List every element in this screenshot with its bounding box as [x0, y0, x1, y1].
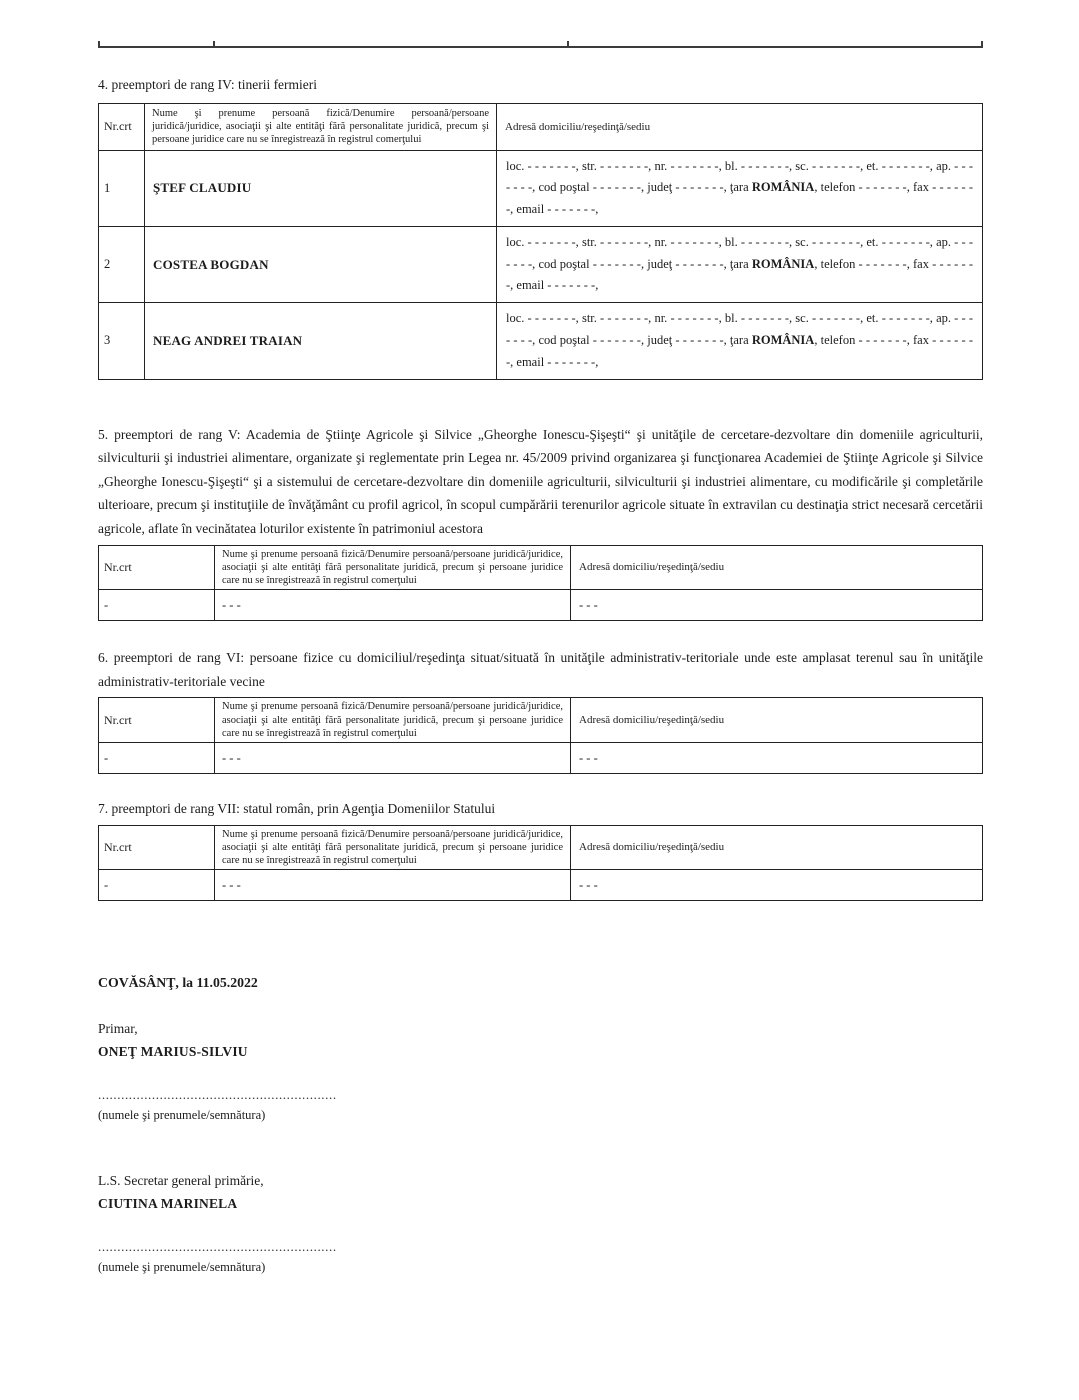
- signature-dotted-line: ..............................................................: [98, 1087, 337, 1103]
- rang5-table: [98, 545, 983, 622]
- address-text: loc. - - - - - - -, str. - - - - - - -, nr. - - - - - - -, bl. - - - - - - -, sc. - - - - - - -, et. - - - - - - -, ap. - - - - - - -, cod poştal - - - - - - -, judeţ - - - - - - -, ţara: [506, 158, 973, 195]
- section7-title: 7. preemptori de rang VII: statul român, prin Agenţia Domeniilor Statului: [98, 801, 496, 817]
- preemptor-address: [497, 150, 983, 226]
- row-number: -: [99, 590, 215, 621]
- preemptor-name: ŞTEF CLAUDIU: [145, 150, 497, 226]
- address-country: ROMÂNIA: [751, 180, 815, 195]
- rang7-table: [98, 825, 983, 902]
- rang6-table: [98, 697, 983, 774]
- section6-title: 6. preemptori de rang VI: persoane fizice cu domiciliul/reşedinţa situat/situată în unităţile administrativ-teritoriale unde este amplasat terenul sau în unităţile administrativ-teritoriale vecine: [98, 650, 983, 689]
- section4-title: 4. preemptori de rang IV: tinerii fermieri: [98, 77, 318, 92]
- section5-paragraph: 5. preemptori de rang V: Academia de Ştiinţe Agricole şi Silvice „Gheorghe Ionescu-Şişeşti“ şi unităţile de cercetare-dezvoltare din domeniile agriculturii, silviculturii şi industriei alimentare, organizate şi reglementate prin Legea nr. 45/2009 privind organizarea şi funcţionarea Academiei de Ştiinţe Agricole şi Silvice „Gheorghe Ionescu-Şişeşti“ şi a sistemului de cercetare-dezvoltare din domeniile agriculturii, silviculturii şi industriei alimentare, cu modificările şi completările ulterioare, precum şi instituţiile de învăţământ cu profil agricol, în scopul cumpărării terenurilor agricole situate în extravilan cu destinaţia strict necesară cercetării agricole, aflate în vecinătatea loturilor existente în patrimoniul acestora: [98, 426, 983, 537]
- table-header-row: [99, 103, 983, 150]
- signature-caption: (numele şi prenumele/semnătura): [98, 1108, 266, 1123]
- preemptor-address: - - -: [571, 743, 983, 774]
- signature-name: ONEŢ MARIUS-SILVIU: [98, 1044, 248, 1060]
- column-header-address: Adresă domiciliu/reşedinţă/sediu: [571, 545, 983, 590]
- rang4-table: [98, 103, 983, 380]
- preemptor-name: - - -: [215, 590, 571, 621]
- signature-caption: (numele şi prenumele/semnătura): [98, 1260, 266, 1275]
- table-edge-tick: [981, 41, 983, 47]
- column-header-nrcrt: Nr.crt: [99, 545, 215, 590]
- column-header-nrcrt: Nr.crt: [99, 825, 215, 870]
- table-edge-tick: [98, 41, 100, 47]
- preemptor-name: - - -: [215, 870, 571, 901]
- column-header-address: Adresă domiciliu/reşedinţă/sediu: [571, 698, 983, 743]
- signature-block-primar: [98, 1021, 983, 1123]
- signature-block-secretar: [98, 1173, 983, 1275]
- address-text: , telefon - - - - - - -, fax - - - - - - -, email - - - - - - -,: [506, 256, 974, 293]
- preemptor-address: - - -: [571, 870, 983, 901]
- preemptor-name: COSTEA BOGDAN: [145, 226, 497, 302]
- address-text: loc. - - - - - - -, str. - - - - - - -, nr. - - - - - - -, bl. - - - - - - -, sc. - - - - - - -, et. - - - - - - -, ap. - - - - - - -, cod poştal - - - - - - -, judeţ - - - - - - -, ţara: [506, 234, 973, 271]
- document-page: [98, 0, 983, 1275]
- address-country: ROMÂNIA: [751, 333, 815, 348]
- signature-dotted-line: ..............................................................: [98, 1239, 337, 1255]
- row-number: -: [99, 870, 215, 901]
- table-row: [99, 303, 983, 379]
- preemptor-address: - - -: [571, 590, 983, 621]
- preemptor-address: [497, 303, 983, 379]
- signature-footer: [98, 975, 983, 1275]
- column-header-address: Adresă domiciliu/reşedinţă/sediu: [497, 103, 983, 150]
- address-country: ROMÂNIA: [751, 256, 815, 271]
- column-header-nrcrt: Nr.crt: [99, 103, 145, 150]
- row-number: 1: [99, 150, 145, 226]
- empty-table-row: [99, 743, 983, 774]
- table-row: [99, 226, 983, 302]
- column-header-name: Nume şi prenume persoană fizică/Denumire persoană/persoane juridică/juridice, asociaţii şi alte entităţi fără personalitate juridică, precum şi persoane juridice care nu se înregistrează în registrul comerţului: [215, 545, 571, 590]
- signature-name: CIUTINA MARINELA: [98, 1196, 238, 1212]
- row-number: 3: [99, 303, 145, 379]
- table-header-row: [99, 698, 983, 743]
- row-number: -: [99, 743, 215, 774]
- preemptor-address: [497, 226, 983, 302]
- place-and-date: COVĂSÂNŢ, la 11.05.2022: [98, 975, 258, 991]
- address-text: , telefon - - - - - - -, fax - - - - - - -, email - - - - - - -,: [506, 180, 974, 217]
- address-text: , telefon - - - - - - -, fax - - - - - - -, email - - - - - - -,: [506, 333, 974, 369]
- table-row: [99, 150, 983, 226]
- column-header-name: Nume şi prenume persoană fizică/Denumire persoană/persoane juridică/juridice, asociaţii şi alte entităţi fără personalitate juridică, precum şi persoane juridice care nu se înregistrează în registrul comerţului: [215, 825, 571, 870]
- table-header-row: [99, 825, 983, 870]
- address-text: loc. - - - - - - -, str. - - - - - - -, nr. - - - - - - -, bl. - - - - - - -, sc. - - - - - - -, et. - - - - - - -, ap. - - - - - - -, cod poştal - - - - - - -, judeţ - - - - - - -, ţara: [506, 311, 973, 348]
- preemptor-name: - - -: [215, 743, 571, 774]
- column-header-nrcrt: Nr.crt: [99, 698, 215, 743]
- empty-table-row: [99, 870, 983, 901]
- signature-role: Primar,: [98, 1021, 138, 1037]
- column-header-name: Nume şi prenume persoană fizică/Denumire persoană/persoane juridică/juridice, asociaţii şi alte entităţi fără personalitate juridică, precum şi persoane juridice care nu se înregistrează în registrul comerţului: [145, 103, 497, 150]
- table-edge-tick: [567, 41, 569, 47]
- signature-role: L.S. Secretar general primărie,: [98, 1173, 264, 1189]
- preemptor-name: NEAG ANDREI TRAIAN: [145, 303, 497, 379]
- previous-table-bottom-edge: [98, 46, 983, 48]
- column-header-address: Adresă domiciliu/reşedinţă/sediu: [571, 825, 983, 870]
- empty-table-row: [99, 590, 983, 621]
- table-header-row: [99, 545, 983, 590]
- column-header-name: Nume şi prenume persoană fizică/Denumire persoană/persoane juridică/juridice, asociaţii şi alte entităţi fără personalitate juridică, precum şi persoane juridice care nu se înregistrează în registrul comerţului: [215, 698, 571, 743]
- table-edge-tick: [213, 41, 215, 47]
- row-number: 2: [99, 226, 145, 302]
